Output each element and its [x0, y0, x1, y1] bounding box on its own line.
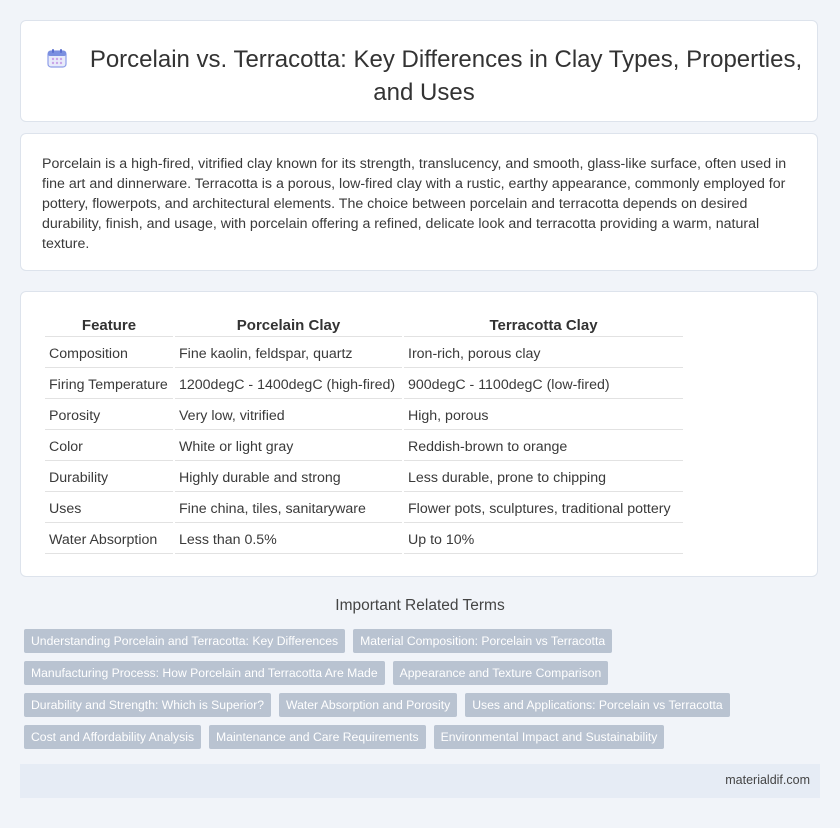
- table-row: [45, 339, 683, 368]
- table-cell: 900degC - 1100degC (low-fired): [404, 370, 683, 399]
- table-cell: Up to 10%: [404, 525, 683, 554]
- tag-row: [24, 629, 824, 653]
- tag-row: [24, 725, 824, 749]
- table-cell: White or light gray: [175, 432, 402, 461]
- intro-paragraph: Porcelain is a high-fired, vitrified clay known for its strength, translucency, and smooth, glass-like surface, often used in fine art and dinnerware. Terracotta is a porous, low-fired clay with a rustic, earthy appearance, commonly employed for pottery, flowerpots, and architectural elements. The choice between porcelain and terracotta depends on desired durability, finish, and usage, with porcelain offering a refined, delicate look and terracotta providing a warm, natural texture.: [42, 156, 787, 252]
- table-row: [45, 463, 683, 492]
- table-cell: Composition: [45, 339, 173, 368]
- table-cell: Durability: [45, 463, 173, 492]
- table-row: [45, 525, 683, 554]
- table-cell: Fine china, tiles, sanitaryware: [175, 494, 402, 523]
- related-terms-list: [24, 629, 824, 757]
- related-term-tag[interactable]: Durability and Strength: Which is Superior?: [24, 693, 271, 717]
- header-terracotta: Terracotta Clay: [404, 314, 683, 337]
- intro-card: [20, 133, 818, 271]
- page-title-text: Porcelain vs. Terracotta: Key Differences in Clay Types, Properties, and Uses: [89, 46, 803, 106]
- table-cell: Fine kaolin, feldspar, quartz: [175, 339, 402, 368]
- table-row: [45, 370, 683, 399]
- related-term-tag[interactable]: Uses and Applications: Porcelain vs Terracotta: [465, 693, 729, 717]
- related-term-tag[interactable]: Water Absorption and Porosity: [279, 693, 457, 717]
- footer-site-link[interactable]: materialdif.com: [725, 773, 810, 787]
- table-cell: Firing Temperature: [45, 370, 173, 399]
- footer: [20, 764, 820, 798]
- table-header-row: [45, 314, 683, 337]
- related-term-tag[interactable]: Material Composition: Porcelain vs Terracotta: [353, 629, 612, 653]
- related-term-tag[interactable]: Manufacturing Process: How Porcelain and Terracotta Are Made: [24, 661, 385, 685]
- calendar-icon: [46, 46, 68, 77]
- header-feature: Feature: [45, 314, 173, 337]
- related-terms-heading: Important Related Terms: [335, 597, 505, 614]
- header-card: [20, 20, 818, 122]
- table-cell: Less durable, prone to chipping: [404, 463, 683, 492]
- table-cell: Less than 0.5%: [175, 525, 402, 554]
- table-cell: Porosity: [45, 401, 173, 430]
- related-term-tag[interactable]: Cost and Affordability Analysis: [24, 725, 201, 749]
- comparison-card: [20, 291, 818, 577]
- comparison-table: [43, 312, 685, 556]
- related-term-tag[interactable]: Appearance and Texture Comparison: [393, 661, 609, 685]
- table-cell: Very low, vitrified: [175, 401, 402, 430]
- table-cell: Flower pots, sculptures, traditional pottery: [404, 494, 683, 523]
- header-porcelain: Porcelain Clay: [175, 314, 402, 337]
- table-cell: Uses: [45, 494, 173, 523]
- table-cell: Highly durable and strong: [175, 463, 402, 492]
- related-term-tag[interactable]: Understanding Porcelain and Terracotta: Key Differences: [24, 629, 345, 653]
- table-row: [45, 432, 683, 461]
- tag-row: [24, 693, 824, 717]
- table-row: [45, 494, 683, 523]
- table-cell: 1200degC - 1400degC (high-fired): [175, 370, 402, 399]
- related-term-tag[interactable]: Environmental Impact and Sustainability: [434, 725, 665, 749]
- table-cell: High, porous: [404, 401, 683, 430]
- table-cell: Reddish-brown to orange: [404, 432, 683, 461]
- table-row: [45, 401, 683, 430]
- table-cell: Color: [45, 432, 173, 461]
- related-term-tag[interactable]: Maintenance and Care Requirements: [209, 725, 426, 749]
- tag-row: [24, 661, 824, 685]
- table-cell: Iron-rich, porous clay: [404, 339, 683, 368]
- table-cell: Water Absorption: [45, 525, 173, 554]
- page-title: [45, 44, 803, 108]
